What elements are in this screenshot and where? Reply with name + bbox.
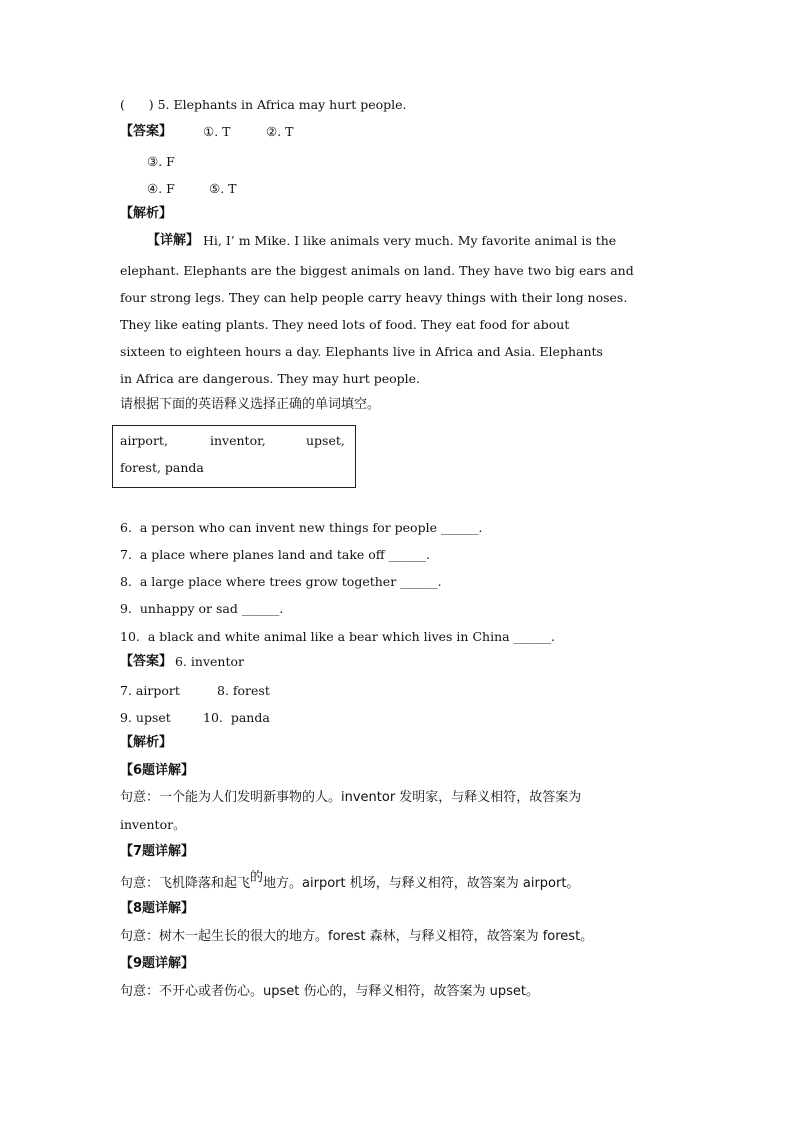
word-inventor: inventor, xyxy=(210,433,266,448)
detail-label: 【详解】 xyxy=(147,233,200,248)
analysis-label-2: 【解析】 xyxy=(120,735,173,750)
answer-4: ④. F xyxy=(147,181,175,196)
answer-label: 【答案】 xyxy=(120,124,173,139)
q6-explanation: 句意：一个能为人们发明新事物的人。inventor 发明家，与释义相符，故答案为 xyxy=(120,790,582,805)
question-9: 9. unhappy or sad ______. xyxy=(120,601,284,616)
analysis-label: 【解析】 xyxy=(120,206,173,221)
word-airport: airport, xyxy=(120,433,168,448)
q6-explanation-cont: inventor。 xyxy=(120,817,186,832)
answer-5: ⑤. T xyxy=(209,181,237,196)
q8-explanation: 句意：树木一起生长的很大的地方。forest 森林，与释义相符，故答案为 forest。 xyxy=(120,929,594,944)
question-5: ( ) 5. Elephants in Africa may hurt people. xyxy=(120,97,407,112)
answer-6: 6. inventor xyxy=(175,654,244,669)
answer-7: 7. airport xyxy=(120,683,180,698)
q7-detail-label: 【7题详解】 xyxy=(120,844,195,859)
q8-detail-label: 【8题详解】 xyxy=(120,901,195,916)
q7-text-a: 句意：飞机降落和起飞 xyxy=(120,876,251,891)
question-7: 7. a place where planes land and take off ______. xyxy=(120,547,431,562)
word-box xyxy=(112,425,356,488)
question-6: 6. a person who can invent new things for people ______. xyxy=(120,520,483,535)
answer-2: ②. T xyxy=(266,124,294,139)
word-forest-panda: forest, panda xyxy=(120,460,204,475)
answer-1: ①. T xyxy=(203,124,231,139)
question-10: 10. a black and white animal like a bear which lives in China ______. xyxy=(120,629,556,644)
word-upset: upset, xyxy=(306,433,345,448)
q9-explanation: 句意：不开心或者伤心。upset 伤心的，与释义相符，故答案为 upset。 xyxy=(120,984,539,999)
answer-3: ③. F xyxy=(147,154,175,169)
question-8: 8. a large place where trees grow together ______. xyxy=(120,574,442,589)
answer-label-2: 【答案】 xyxy=(120,654,173,669)
instruction: 请根据下面的英语释义选择正确的单词填空。 xyxy=(120,397,381,412)
answer-8: 8. forest xyxy=(217,683,270,698)
passage-line: Hi, I’ m Mike. I like animals very much. My favorite animal is the xyxy=(203,233,617,248)
answer-9: 9. upset xyxy=(120,710,171,725)
passage-line: They like eating plants. They need lots of food. They eat food for about xyxy=(120,317,570,332)
passage-line: in Africa are dangerous. They may hurt people. xyxy=(120,371,420,386)
q7-explanation xyxy=(120,870,580,892)
q6-detail-label: 【6题详解】 xyxy=(120,763,195,778)
q7-text-de: 的 xyxy=(250,870,264,885)
q7-text-b: 地方。airport 机场，与释义相符，故答案为 airport。 xyxy=(263,876,580,891)
passage-line: four strong legs. They can help people carry heavy things with their long noses. xyxy=(120,290,628,305)
answer-10: 10. panda xyxy=(203,710,270,725)
passage-line: elephant. Elephants are the biggest animals on land. They have two big ears and xyxy=(120,263,634,278)
q9-detail-label: 【9题详解】 xyxy=(120,956,195,971)
passage-line: sixteen to eighteen hours a day. Elephants live in Africa and Asia. Elephants xyxy=(120,344,603,359)
